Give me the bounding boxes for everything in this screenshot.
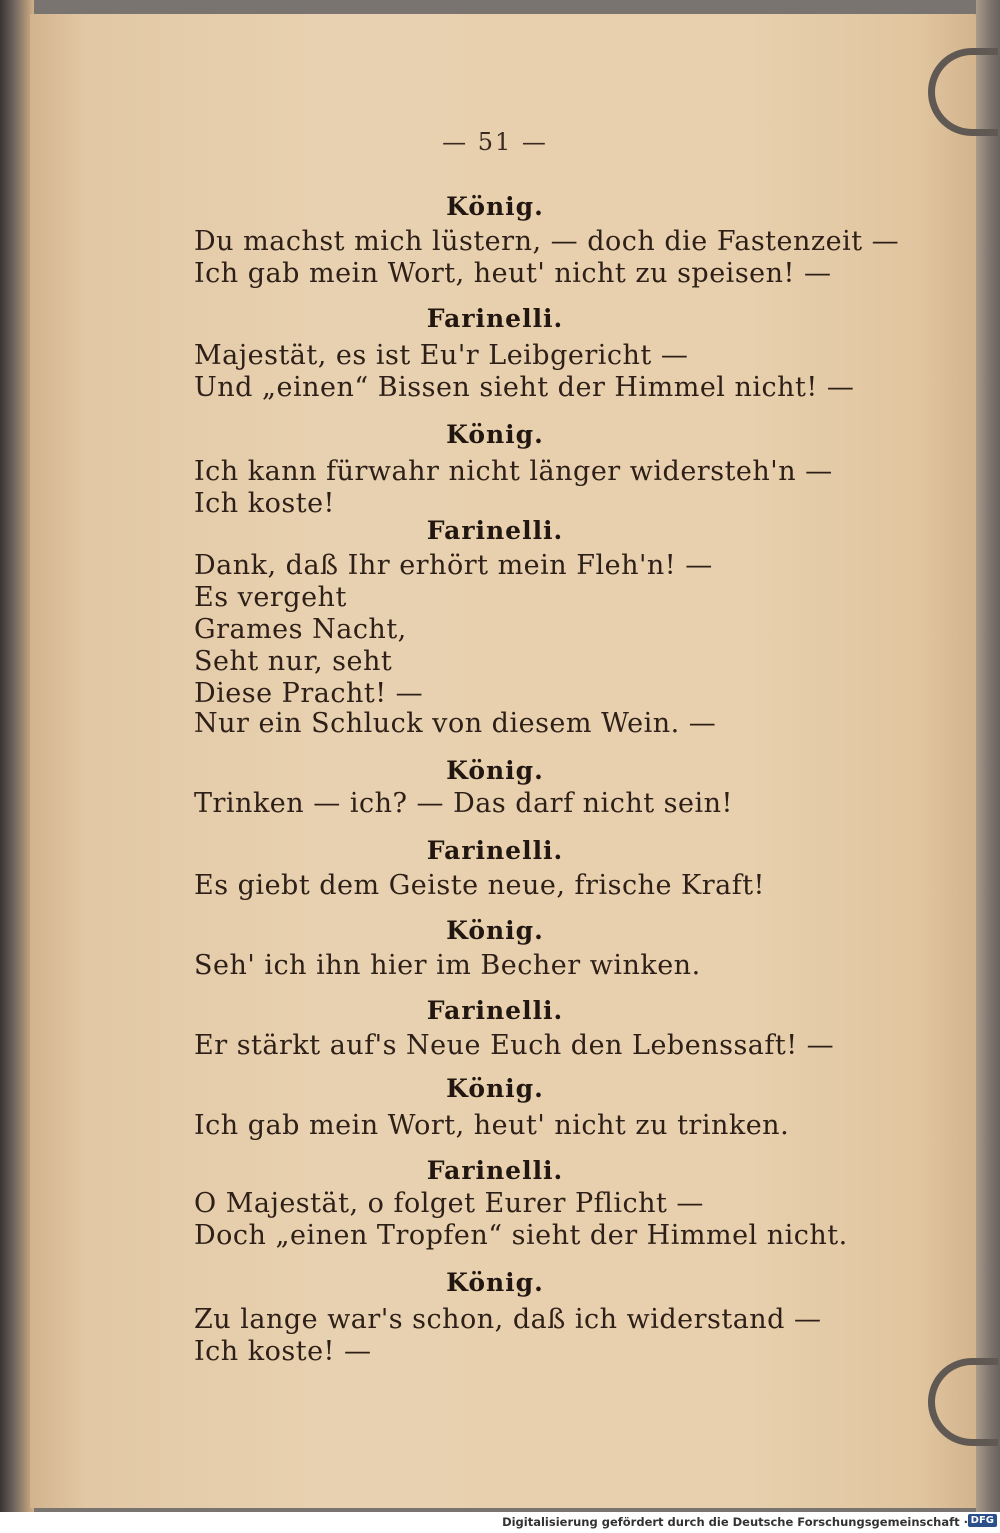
verse-line: Doch „einen Tropfen“ sieht der Himmel nicht.	[194, 1220, 848, 1251]
speaker-heading: Farinelli.	[426, 1156, 564, 1185]
verse-line: O Majestät, o folget Eurer Pflicht —	[194, 1188, 704, 1219]
speaker-heading: König.	[446, 420, 544, 449]
verse-line: Grames Nacht,	[194, 614, 407, 645]
dfg-logo-icon: DFG	[968, 1514, 997, 1527]
verse-line: Es giebt dem Geiste neue, frische Kraft!	[194, 870, 765, 901]
verse-line: Ich gab mein Wort, heut' nicht zu speisen! —	[194, 258, 832, 289]
footer-credit: Digitalisierung gefördert durch die Deutsche Forschungsgemeinschaft ·	[502, 1515, 968, 1529]
speaker-heading: Farinelli.	[426, 516, 564, 545]
verse-line: Und „einen“ Bissen sieht der Himmel nicht! —	[194, 372, 855, 403]
page-number: — 51 —	[442, 128, 548, 156]
verse-line: Ich gab mein Wort, heut' nicht zu trinken.	[194, 1110, 790, 1141]
speaker-heading: König.	[446, 756, 544, 785]
speaker-heading: Farinelli.	[426, 836, 564, 865]
speaker-heading: König.	[446, 1074, 544, 1103]
verse-line: Majestät, es ist Eu'r Leibgericht —	[194, 340, 689, 371]
verse-line: Nur ein Schluck von diesem Wein. —	[194, 708, 717, 739]
speaker-heading: König.	[446, 916, 544, 945]
speaker-heading: Farinelli.	[426, 996, 564, 1025]
verse-line: Er stärkt auf's Neue Euch den Lebenssaft! —	[194, 1030, 835, 1061]
verse-line: Trinken — ich? — Das darf nicht sein!	[194, 788, 733, 819]
verse-line: Ich kann fürwahr nicht länger widersteh'n —	[194, 456, 833, 487]
speaker-heading: König.	[446, 192, 544, 221]
verse-line: Ich koste!	[194, 488, 335, 519]
verse-line: Diese Pracht! —	[194, 678, 424, 709]
verse-line: Du machst mich lüstern, — doch die Fastenzeit —	[194, 226, 900, 257]
verse-line: Seh' ich ihn hier im Becher winken.	[194, 950, 701, 981]
verse-line: Es vergeht	[194, 582, 347, 613]
speaker-heading: Farinelli.	[426, 304, 564, 333]
verse-line: Dank, daß Ihr erhört mein Fleh'n! —	[194, 550, 713, 581]
digitization-footer	[0, 1512, 1000, 1533]
verse-line: Zu lange war's schon, daß ich widerstand —	[194, 1304, 822, 1335]
verse-line: Seht nur, seht	[194, 646, 393, 677]
speaker-heading: König.	[446, 1268, 544, 1297]
verse-line: Ich koste! —	[194, 1336, 372, 1367]
